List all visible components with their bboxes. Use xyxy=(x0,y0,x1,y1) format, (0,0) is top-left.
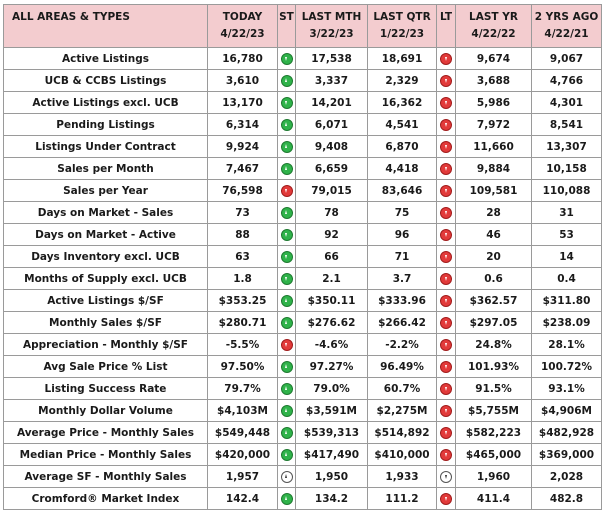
row-label: UCB & CCBS Listings xyxy=(4,70,208,92)
arrow-down-icon xyxy=(440,449,452,461)
table-row xyxy=(4,312,602,334)
cell-last-quarter: 18,691 xyxy=(368,48,437,70)
cell-last-month: $539,313 xyxy=(296,422,368,444)
cell-long-term-trend xyxy=(437,48,456,70)
header-last-quarter: LAST QTR 1/22/23 xyxy=(368,5,437,48)
cell-today: 1.8 xyxy=(208,268,278,290)
cell-short-term-trend xyxy=(278,334,296,356)
table-header-row xyxy=(4,5,602,48)
cell-two-years-ago: 4,301 xyxy=(532,92,602,114)
arrow-down-icon xyxy=(440,251,452,263)
cell-last-quarter: 111.2 xyxy=(368,488,437,510)
cell-short-term-trend xyxy=(278,466,296,488)
cell-two-years-ago: 8,541 xyxy=(532,114,602,136)
cell-long-term-trend xyxy=(437,202,456,224)
cell-today: $280.71 xyxy=(208,312,278,334)
table-row xyxy=(4,136,602,158)
cell-long-term-trend xyxy=(437,224,456,246)
cell-last-month: 3,337 xyxy=(296,70,368,92)
table-row xyxy=(4,268,602,290)
row-label: Listings Under Contract xyxy=(4,136,208,158)
cell-last-month: 9,408 xyxy=(296,136,368,158)
table-row xyxy=(4,422,602,444)
header-area-label: ALL AREAS & TYPES xyxy=(4,5,208,48)
arrow-down-icon xyxy=(281,229,293,241)
arrow-down-icon xyxy=(440,383,452,395)
arrow-down-icon xyxy=(440,207,452,219)
cell-two-years-ago: 10,158 xyxy=(532,158,602,180)
cell-last-year: 109,581 xyxy=(456,180,532,202)
cell-last-quarter: 71 xyxy=(368,246,437,268)
row-label: Sales per Year xyxy=(4,180,208,202)
cell-last-year: 411.4 xyxy=(456,488,532,510)
cell-last-month: $276.62 xyxy=(296,312,368,334)
cell-today: 6,314 xyxy=(208,114,278,136)
arrow-down-icon xyxy=(440,295,452,307)
arrow-up-icon xyxy=(281,119,293,131)
cell-two-years-ago: 110,088 xyxy=(532,180,602,202)
header-last-year: LAST YR 4/22/22 xyxy=(456,5,532,48)
table-row xyxy=(4,290,602,312)
cell-short-term-trend xyxy=(278,246,296,268)
cell-last-year: 3,688 xyxy=(456,70,532,92)
cell-short-term-trend xyxy=(278,202,296,224)
cell-today: $353.25 xyxy=(208,290,278,312)
cell-last-month: 92 xyxy=(296,224,368,246)
cell-two-years-ago: 482.8 xyxy=(532,488,602,510)
row-label: Cromford® Market Index xyxy=(4,488,208,510)
row-label: Listing Success Rate xyxy=(4,378,208,400)
cell-last-quarter: 1,933 xyxy=(368,466,437,488)
cell-last-year: $362.57 xyxy=(456,290,532,312)
arrow-down-icon xyxy=(440,405,452,417)
market-stats-table xyxy=(3,4,602,510)
cell-last-quarter: $410,000 xyxy=(368,444,437,466)
arrow-down-icon xyxy=(281,97,293,109)
cell-short-term-trend xyxy=(278,356,296,378)
cell-short-term-trend xyxy=(278,378,296,400)
row-label: Average Price - Monthly Sales xyxy=(4,422,208,444)
table-row xyxy=(4,180,602,202)
cell-short-term-trend xyxy=(278,70,296,92)
cell-last-year: 9,674 xyxy=(456,48,532,70)
arrow-up-icon xyxy=(281,493,293,505)
cell-two-years-ago: 4,766 xyxy=(532,70,602,92)
row-label: Average SF - Monthly Sales xyxy=(4,466,208,488)
row-label: Active Listings xyxy=(4,48,208,70)
row-label: Days on Market - Sales xyxy=(4,202,208,224)
cell-today: 73 xyxy=(208,202,278,224)
table-row xyxy=(4,334,602,356)
cell-last-year: 11,660 xyxy=(456,136,532,158)
header-last-month: LAST MTH 3/22/23 xyxy=(296,5,368,48)
table-row xyxy=(4,444,602,466)
table-row xyxy=(4,356,602,378)
cell-long-term-trend xyxy=(437,400,456,422)
cell-long-term-trend xyxy=(437,136,456,158)
arrow-down-icon xyxy=(440,317,452,329)
cell-last-year: $297.05 xyxy=(456,312,532,334)
cell-two-years-ago: 53 xyxy=(532,224,602,246)
row-label: Monthly Dollar Volume xyxy=(4,400,208,422)
cell-short-term-trend xyxy=(278,224,296,246)
cell-today: 13,170 xyxy=(208,92,278,114)
table-row xyxy=(4,466,602,488)
cell-short-term-trend xyxy=(278,488,296,510)
cell-last-year: 46 xyxy=(456,224,532,246)
cell-short-term-trend xyxy=(278,180,296,202)
header-lt: LT xyxy=(437,5,456,48)
cell-last-year: 9,884 xyxy=(456,158,532,180)
header-today: TODAY 4/22/23 xyxy=(208,5,278,48)
cell-last-quarter: -2.2% xyxy=(368,334,437,356)
arrow-down-icon xyxy=(440,75,452,87)
cell-two-years-ago: $238.09 xyxy=(532,312,602,334)
cell-last-month: 1,950 xyxy=(296,466,368,488)
cell-short-term-trend xyxy=(278,290,296,312)
arrow-down-icon xyxy=(440,141,452,153)
cell-short-term-trend xyxy=(278,158,296,180)
arrow-up-icon xyxy=(281,163,293,175)
cell-long-term-trend xyxy=(437,422,456,444)
cell-last-month: 78 xyxy=(296,202,368,224)
arrow-down-icon xyxy=(440,273,452,285)
arrow-down-icon xyxy=(440,229,452,241)
cell-last-month: -4.6% xyxy=(296,334,368,356)
cell-today: 142.4 xyxy=(208,488,278,510)
cell-short-term-trend xyxy=(278,48,296,70)
cell-long-term-trend xyxy=(437,290,456,312)
cell-two-years-ago: 100.72% xyxy=(532,356,602,378)
cell-two-years-ago: 13,307 xyxy=(532,136,602,158)
arrow-down-icon xyxy=(281,53,293,65)
table-row xyxy=(4,158,602,180)
cell-last-month: 6,071 xyxy=(296,114,368,136)
cell-long-term-trend xyxy=(437,70,456,92)
cell-last-quarter: 4,418 xyxy=(368,158,437,180)
row-label: Monthly Sales $/SF xyxy=(4,312,208,334)
cell-short-term-trend xyxy=(278,422,296,444)
cell-today: 3,610 xyxy=(208,70,278,92)
cell-long-term-trend xyxy=(437,444,456,466)
cell-long-term-trend xyxy=(437,92,456,114)
cell-short-term-trend xyxy=(278,312,296,334)
cell-last-month: $350.11 xyxy=(296,290,368,312)
arrow-up-icon xyxy=(281,383,293,395)
cell-today: 97.50% xyxy=(208,356,278,378)
arrow-down-icon xyxy=(440,53,452,65)
row-label: Appreciation - Monthly $/SF xyxy=(4,334,208,356)
cell-long-term-trend xyxy=(437,312,456,334)
arrow-down-icon xyxy=(440,119,452,131)
cell-last-month: 14,201 xyxy=(296,92,368,114)
cell-two-years-ago: 93.1% xyxy=(532,378,602,400)
cell-long-term-trend xyxy=(437,356,456,378)
cell-short-term-trend xyxy=(278,136,296,158)
row-label: Median Price - Monthly Sales xyxy=(4,444,208,466)
arrow-up-icon xyxy=(281,295,293,307)
cell-long-term-trend xyxy=(437,466,456,488)
arrow-down-icon xyxy=(281,251,293,263)
cell-today: $4,103M xyxy=(208,400,278,422)
arrow-down-icon xyxy=(281,185,293,197)
cell-long-term-trend xyxy=(437,114,456,136)
arrow-down-icon xyxy=(440,339,452,351)
arrow-down-icon xyxy=(440,471,452,483)
cell-last-quarter: 96 xyxy=(368,224,437,246)
table-row xyxy=(4,92,602,114)
cell-last-quarter: 6,870 xyxy=(368,136,437,158)
cell-two-years-ago: $482,928 xyxy=(532,422,602,444)
cell-last-quarter: $514,892 xyxy=(368,422,437,444)
table-row xyxy=(4,246,602,268)
cell-last-month: 79.0% xyxy=(296,378,368,400)
cell-last-month: 79,015 xyxy=(296,180,368,202)
cell-last-quarter: $266.42 xyxy=(368,312,437,334)
cell-two-years-ago: $369,000 xyxy=(532,444,602,466)
cell-long-term-trend xyxy=(437,334,456,356)
cell-short-term-trend xyxy=(278,444,296,466)
cell-last-month: 2.1 xyxy=(296,268,368,290)
arrow-up-icon xyxy=(281,361,293,373)
cell-last-year: 0.6 xyxy=(456,268,532,290)
cell-long-term-trend xyxy=(437,246,456,268)
cell-short-term-trend xyxy=(278,400,296,422)
row-label: Sales per Month xyxy=(4,158,208,180)
cell-last-year: $582,223 xyxy=(456,422,532,444)
table-row xyxy=(4,70,602,92)
cell-today: 88 xyxy=(208,224,278,246)
arrow-up-icon xyxy=(281,405,293,417)
arrow-up-icon xyxy=(281,317,293,329)
table-row xyxy=(4,48,602,70)
cell-last-year: 1,960 xyxy=(456,466,532,488)
cell-today: -5.5% xyxy=(208,334,278,356)
cell-last-year: 5,986 xyxy=(456,92,532,114)
cell-last-quarter: 96.49% xyxy=(368,356,437,378)
table-row xyxy=(4,114,602,136)
row-label: Active Listings excl. UCB xyxy=(4,92,208,114)
cell-last-quarter: 60.7% xyxy=(368,378,437,400)
cell-short-term-trend xyxy=(278,92,296,114)
cell-last-quarter: $2,275M xyxy=(368,400,437,422)
cell-long-term-trend xyxy=(437,378,456,400)
cell-two-years-ago: 14 xyxy=(532,246,602,268)
header-two-years-ago: 2 YRS AGO 4/22/21 xyxy=(532,5,602,48)
table-row xyxy=(4,202,602,224)
cell-today: $549,448 xyxy=(208,422,278,444)
row-label: Active Listings $/SF xyxy=(4,290,208,312)
cell-last-month: $417,490 xyxy=(296,444,368,466)
cell-today: 79.7% xyxy=(208,378,278,400)
cell-long-term-trend xyxy=(437,268,456,290)
cell-today: 63 xyxy=(208,246,278,268)
cell-long-term-trend xyxy=(437,158,456,180)
cell-last-quarter: 83,646 xyxy=(368,180,437,202)
arrow-down-icon xyxy=(440,361,452,373)
cell-last-quarter: 4,541 xyxy=(368,114,437,136)
cell-two-years-ago: 2,028 xyxy=(532,466,602,488)
cell-two-years-ago: 31 xyxy=(532,202,602,224)
cell-today: 16,780 xyxy=(208,48,278,70)
cell-last-month: 17,538 xyxy=(296,48,368,70)
cell-today: 76,598 xyxy=(208,180,278,202)
cell-today: $420,000 xyxy=(208,444,278,466)
cell-last-quarter: 3.7 xyxy=(368,268,437,290)
arrow-up-icon xyxy=(281,471,293,483)
arrow-up-icon xyxy=(281,141,293,153)
header-st: ST xyxy=(278,5,296,48)
arrow-down-icon xyxy=(440,185,452,197)
cell-last-month: 134.2 xyxy=(296,488,368,510)
cell-last-year: $5,755M xyxy=(456,400,532,422)
cell-last-month: $3,591M xyxy=(296,400,368,422)
table-row xyxy=(4,224,602,246)
cell-short-term-trend xyxy=(278,268,296,290)
cell-last-year: 28 xyxy=(456,202,532,224)
arrow-up-icon xyxy=(281,207,293,219)
arrow-down-icon xyxy=(440,427,452,439)
cell-long-term-trend xyxy=(437,180,456,202)
arrow-down-icon xyxy=(440,163,452,175)
cell-short-term-trend xyxy=(278,114,296,136)
arrow-down-icon xyxy=(440,493,452,505)
arrow-up-icon xyxy=(281,75,293,87)
cell-last-year: 24.8% xyxy=(456,334,532,356)
row-label: Avg Sale Price % List xyxy=(4,356,208,378)
cell-two-years-ago: $311.80 xyxy=(532,290,602,312)
cell-last-month: 66 xyxy=(296,246,368,268)
cell-last-month: 97.27% xyxy=(296,356,368,378)
cell-two-years-ago: 0.4 xyxy=(532,268,602,290)
cell-last-year: 91.5% xyxy=(456,378,532,400)
cell-today: 9,924 xyxy=(208,136,278,158)
cell-today: 1,957 xyxy=(208,466,278,488)
arrow-down-icon xyxy=(440,97,452,109)
cell-two-years-ago: 28.1% xyxy=(532,334,602,356)
cell-last-quarter: 75 xyxy=(368,202,437,224)
arrow-down-icon xyxy=(281,339,293,351)
cell-last-year: 7,972 xyxy=(456,114,532,136)
cell-last-year: $465,000 xyxy=(456,444,532,466)
cell-last-year: 20 xyxy=(456,246,532,268)
cell-two-years-ago: 9,067 xyxy=(532,48,602,70)
cell-last-year: 101.93% xyxy=(456,356,532,378)
cell-last-quarter: 16,362 xyxy=(368,92,437,114)
table-row xyxy=(4,400,602,422)
arrow-down-icon xyxy=(281,273,293,285)
row-label: Months of Supply excl. UCB xyxy=(4,268,208,290)
row-label: Days on Market - Active xyxy=(4,224,208,246)
row-label: Days Inventory excl. UCB xyxy=(4,246,208,268)
row-label: Pending Listings xyxy=(4,114,208,136)
cell-last-quarter: $333.96 xyxy=(368,290,437,312)
cell-today: 7,467 xyxy=(208,158,278,180)
cell-long-term-trend xyxy=(437,488,456,510)
table-row xyxy=(4,378,602,400)
cell-two-years-ago: $4,906M xyxy=(532,400,602,422)
arrow-up-icon xyxy=(281,427,293,439)
cell-last-quarter: 2,329 xyxy=(368,70,437,92)
cell-last-month: 6,659 xyxy=(296,158,368,180)
table-row xyxy=(4,488,602,510)
arrow-up-icon xyxy=(281,449,293,461)
